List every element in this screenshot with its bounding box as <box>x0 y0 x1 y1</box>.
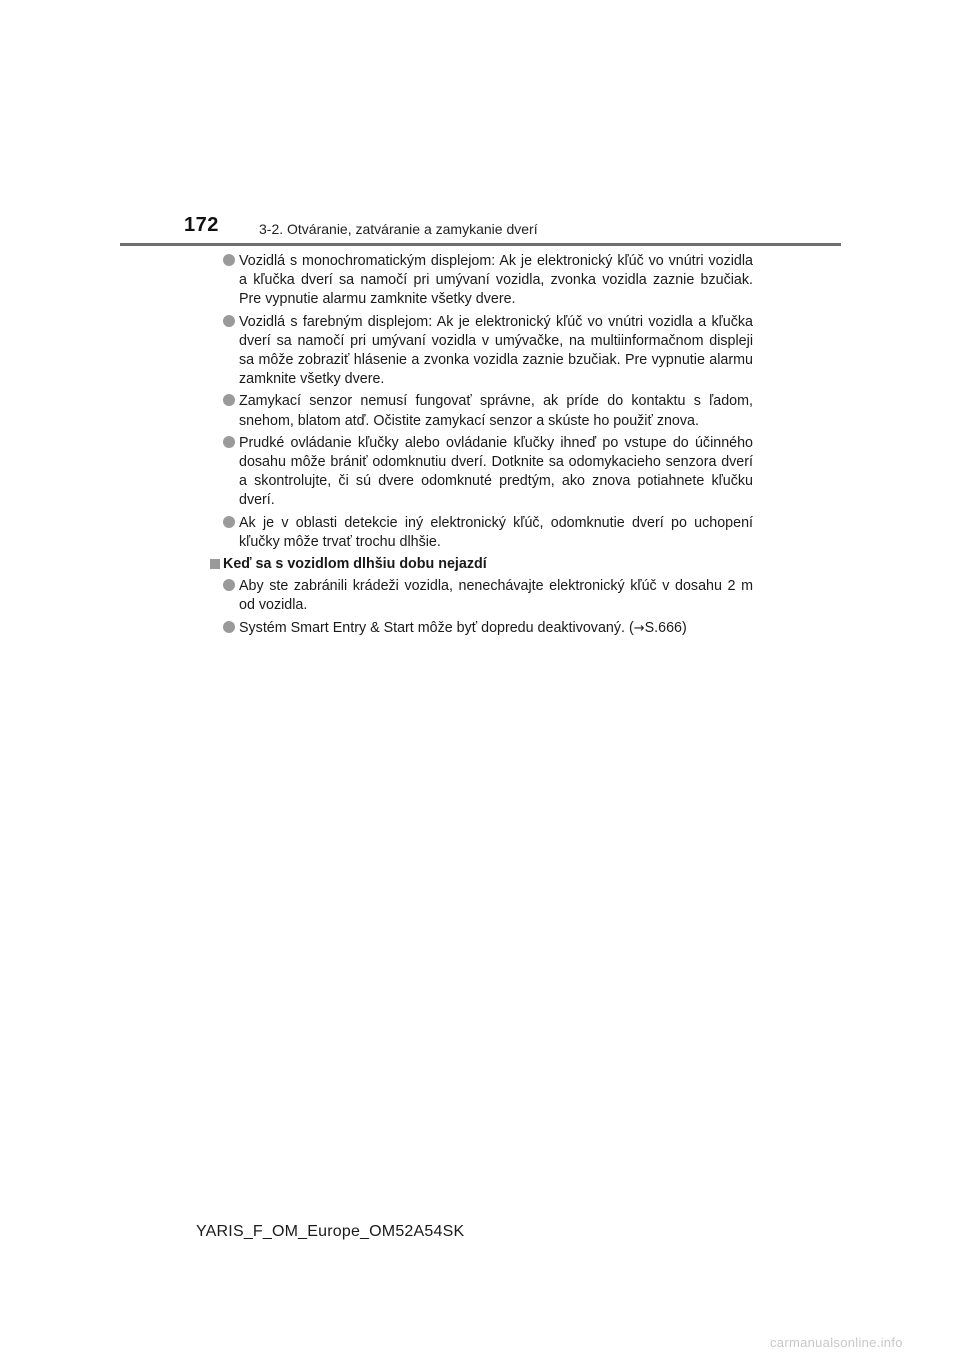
page-number: 172 <box>184 214 219 236</box>
bullet-icon <box>223 315 235 327</box>
list-item-text: Aby ste zabránili krádeži vozidla, nenechávajte elektronický kľúč v dosahu 2 m od vozidla. <box>239 578 753 614</box>
list-item <box>223 313 753 390</box>
list-item-text: Ak je v oblasti detekcie iný elektronický kľúč, odomknutie dverí po uchopení kľučky môže trvať trochu dlhšie. <box>239 514 753 550</box>
list-item <box>223 514 753 552</box>
list-item <box>223 619 753 638</box>
footer-doc-code: YARIS_F_OM_Europe_OM52A54SK <box>196 1223 465 1240</box>
bullet-icon <box>223 254 235 266</box>
list-item <box>223 252 753 310</box>
list-item <box>223 577 753 615</box>
subsection-heading <box>210 555 753 574</box>
bullet-icon <box>223 516 235 528</box>
page-header <box>0 0 960 250</box>
bullet-icon <box>223 436 235 448</box>
list-item-text: Systém Smart Entry & Start môže byť dopredu deaktivovaný. ( <box>239 619 634 636</box>
list-item <box>223 434 753 511</box>
page-reference-link[interactable]: S.666) <box>644 619 687 636</box>
subsection-heading-text: Keď sa s vozidlom dlhšiu dobu nejazdí <box>223 556 487 573</box>
list-item-text: Zamykací senzor nemusí fungovať správne, ak príde do kontaktu s ľadom, snehom, blatom atď. Očistite zamykací senzor a skúste ho použiť znova. <box>239 393 753 429</box>
bullet-icon <box>223 621 235 633</box>
list-item-text: Vozidlá s farebným displejom: Ak je elektronický kľúč vo vnútri vozidla a kľučka dverí sa namočí pri umývaní vozidla v umývačke, na multiinformačnom displeji sa môže zobraziť hlásenie a zvonka vozidla zaznie bzučiak. Pre vypnutie alarmu zamknite všetky dvere. <box>239 313 753 388</box>
list-item-text: Prudké ovládanie kľučky alebo ovládanie kľučky ihneď po vstupe do účinného dosahu môže brániť odomknutiu dverí. Dotknite sa odomykacieho senzora dverí a skontrolujte, či sú dvere odomknuté predtým, ako znova potiahnete kľučku dverí. <box>239 434 753 509</box>
bullet-icon <box>223 579 235 591</box>
bullet-icon <box>223 394 235 406</box>
watermark: carmanualsonline.info <box>770 1335 903 1350</box>
page-content <box>223 252 753 641</box>
arrow-right-icon: → <box>633 620 645 636</box>
list-item-text: Vozidlá s monochromatickým displejom: Ak je elektronický kľúč vo vnútri vozidla a kľučka dverí sa namočí pri umývaní vozidla, zvonka vozidla zaznie bzučiak. Pre vypnutie alarmu zamknite všetky dvere. <box>239 253 753 308</box>
square-bullet-icon <box>210 559 220 569</box>
list-item <box>223 392 753 430</box>
header-divider <box>120 243 841 246</box>
section-title: 3-2. Otváranie, zatváranie a zamykanie dverí <box>259 221 538 237</box>
